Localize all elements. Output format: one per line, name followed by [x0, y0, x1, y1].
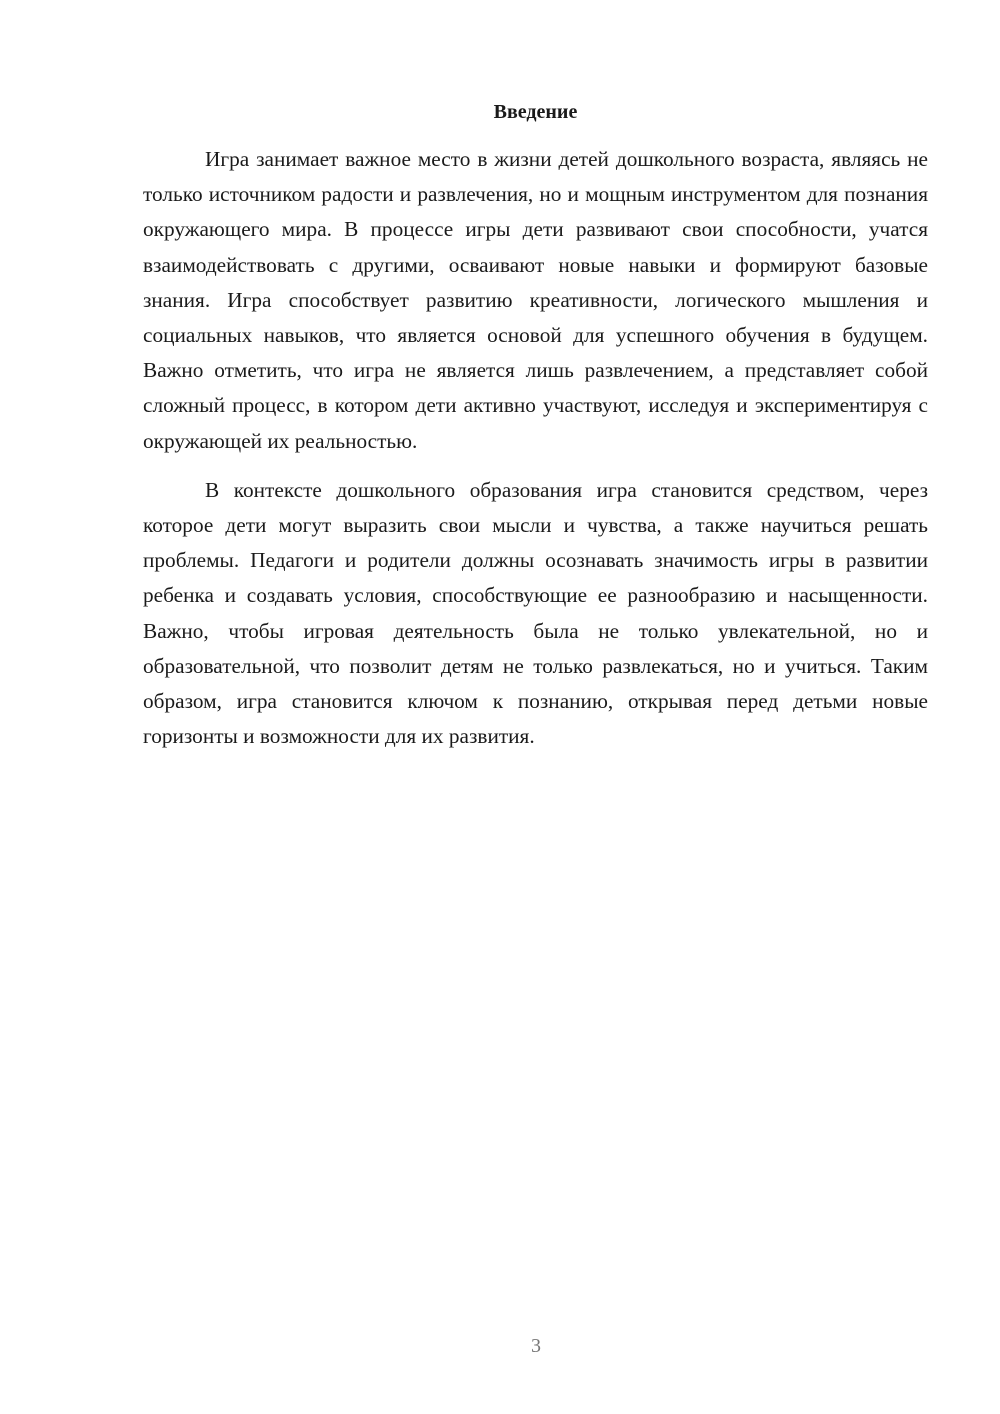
body-text [143, 142, 928, 754]
section-heading: Введение [493, 101, 578, 123]
paragraph-1: Игра занимает важное место в жизни детей дошкольного возраста, являясь не только источником радости и развлечения, но и мощным инструментом для познания окружающего мира. В процессе игры дети развивают свои способности, учатся взаимодействовать с другими, осваивают новые навыки и формируют базовые знания. Игра способствует развитию креативности, логического мышления и социальных навыков, что является основой для успешного обучения в будущем. Важно отметить, что игра не является лишь развлечением, а представляет собой сложный процесс, в котором дети активно участвуют, исследуя и экспериментируя с окружающей их реальностью. [143, 147, 928, 453]
page-number: 3 [531, 1335, 541, 1357]
paragraph-2: В контексте дошкольного образования игра становится средством, через которое дети могут выразить свои мысли и чувства, а также научиться решать проблемы. Педагоги и родители должны осознавать значимость игры в развитии ребенка и создавать условия, способствующие ее разнообразию и насыщенности. Важно, чтобы игровая деятельность была не только увлекательной, но и образовательной, что позволит детям не только развлекаться, но и учиться. Таким образом, игра становится ключом к познанию, открывая перед детьми новые горизонты и возможности для их развития. [143, 477, 928, 749]
